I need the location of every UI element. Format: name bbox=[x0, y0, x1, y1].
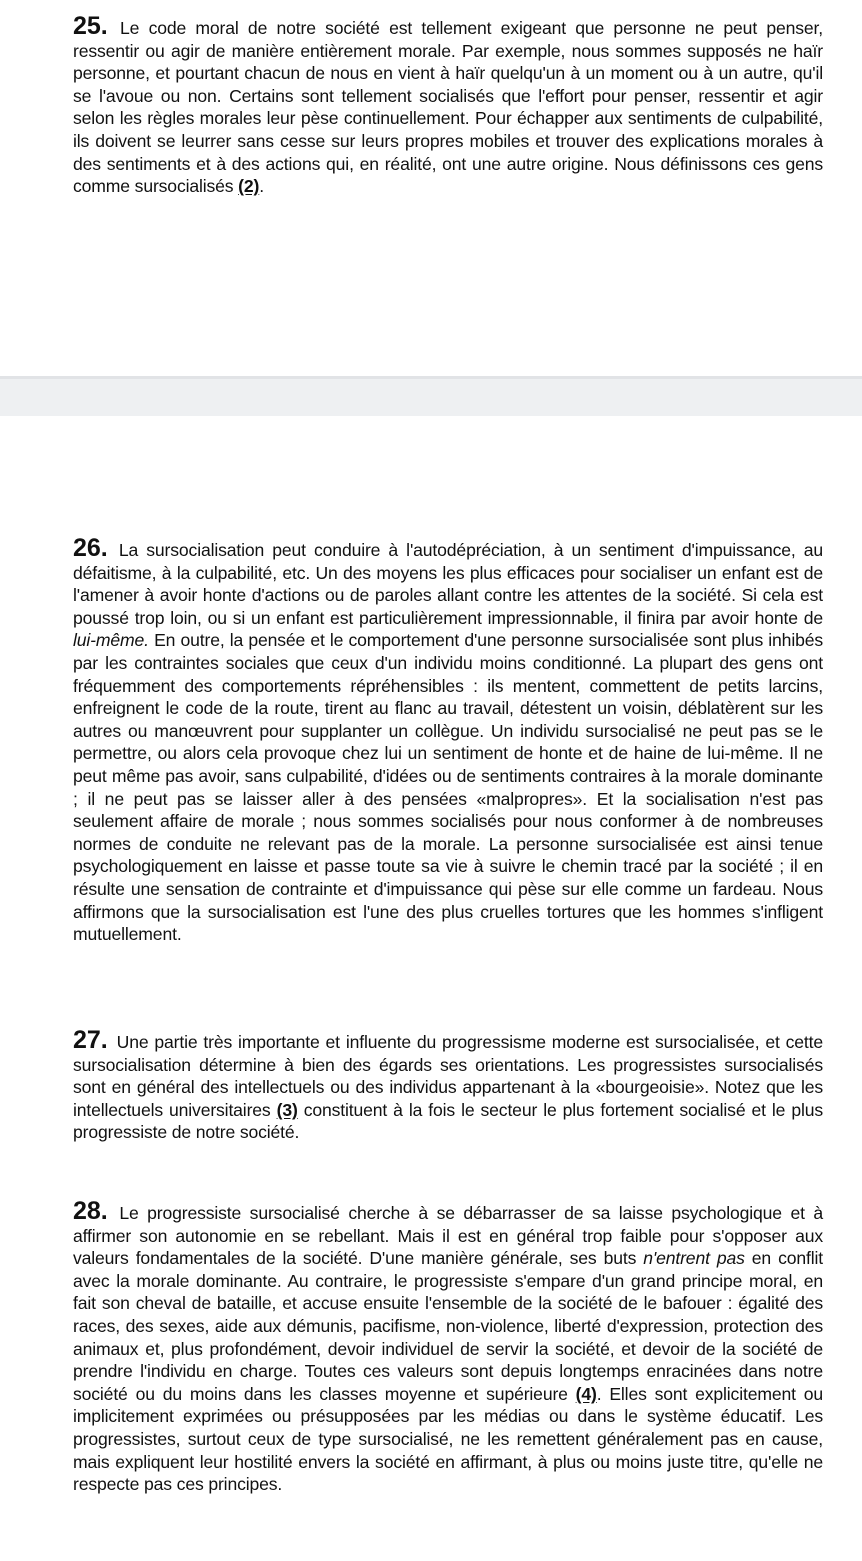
paragraph-number: 25. bbox=[73, 12, 108, 40]
document-page-top bbox=[0, 0, 862, 376]
paragraph-text: En outre, la pensée et le comportement d'une personne sursocialisée sont plus inhibés par les contraintes sociales que ceux d'un individu moins conditionné. La plupart des gens ont fréquemment des comportements répréhensibles : ils mentent, commettent de petits larcins, enfreignent le code de la route, tirent au flanc au travail, détestent un voisin, déblatèrent sur les autres ou manœuvrent pour supplanter un collègue. Un individu sursocialisé ne peut pas se le permettre, ou alors cela provoque chez lui un sentiment de honte et de haine de lui-même. Il ne peut même pas avoir, sans culpabilité, d'idées ou de sentiments contraires à la morale dominante ; il ne peut pas se laisser aller à des pensées «malpropres». Et la socialisation n'est pas seulement affaire de morale ; nous sommes socialisés pour nous conformer à de nombreuses normes de conduite ne relevant pas de la morale. La personne sursocialisée est ainsi tenue psychologiquement en laisse et passe toute sa vie à suivre le chemin tracé par la société ; il en résulte une sensation de contrainte et d'impuissance qui pèse sur elle comme un fardeau. Nous affirmons que la sursocialisation est l'une des plus cruelles tortures que les hommes s'infligent mutuellement. bbox=[73, 630, 823, 945]
footnote-reference-link[interactable]: (4) bbox=[575, 1383, 597, 1404]
emphasis-text: lui-même. bbox=[73, 630, 149, 651]
paragraph-text: Le code moral de notre société est tellement exigeant que personne ne peut penser, ressentir ou agir de manière entièrement morale. Par exemple, nous sommes supposés ne haïr personne, et pourtant chacun de nous en vient à haïr quelqu'un à un moment ou à un autre, qu'il se l'avoue ou non. Certains sont tellement socialisés que l'effort pour penser, ressentir et agir selon les règles morales leur pèse continuellement. Pour échapper aux sentiments de culpabilité, ils doivent se leurrer sans cesse sur leurs propres mobiles et trouver des explications morales à des sentiments et à des actions qui, en réalité, ont une autre origine. Nous définissons ces gens comme sursocialisés bbox=[73, 18, 823, 197]
paragraph-number: 27. bbox=[73, 1026, 108, 1054]
footnote-reference-link[interactable]: (2) bbox=[238, 176, 260, 197]
emphasis-text: n'entrent pas bbox=[643, 1248, 745, 1269]
page-separator bbox=[0, 376, 862, 419]
paragraph-text: en conflit avec la morale dominante. Au contraire, le progressiste s'empare d'un grand principe moral, en fait son cheval de bataille, et accuse ensuite l'ensemble de la société de le bafouer : égalité des races, des sexes, aide aux démunis, pacifisme, non-violence, liberté d'expression, protection des animaux et, plus profondément, devoir individuel de servir la société, et devoir de la société de prendre l'individu en charge. Toutes ces valeurs sont depuis longtemps enracinées dans notre société ou du moins dans les classes moyenne et supérieure bbox=[73, 1248, 823, 1404]
paragraph-27 bbox=[73, 1026, 824, 1144]
paragraph-text: constituent à la fois le secteur le plus fortement socialisé et le plus progressiste de notre société. bbox=[73, 1099, 824, 1143]
paragraph-text: . bbox=[259, 176, 264, 197]
footnote-reference-link[interactable]: (3) bbox=[276, 1099, 298, 1120]
paragraph-number: 26. bbox=[73, 534, 108, 562]
paragraph-28 bbox=[73, 1197, 823, 1496]
paragraph-text: Le progressiste sursocialisé cherche à se débarrasser de sa laisse psychologique et à affirmer son autonomie en se rebellant. Mais il est en général trop faible pour s'opposer aux valeurs fondamentales de la société. D'une manière générale, ses buts bbox=[73, 1203, 823, 1269]
paragraph-text: Une partie très importante et influente du progressisme moderne est sursocialisée, et cette sursocialisation détermine à bien des égards ses orientations. Les progressistes sursocialisés sont en général des intellectuels ou des individus appartenant à la «bourgeoisie». Notez que les intellectuels universitaires bbox=[73, 1032, 823, 1120]
paragraph-number: 28. bbox=[73, 1197, 108, 1225]
paragraph-25 bbox=[73, 12, 823, 198]
paragraph-text: . Elles sont explicitement ou implicitement exprimées ou présupposées par les médias ou dans le système éducatif. Les progressistes, surtout ceux de type sursocialisé, ne les remettent généralement pas en cause, mais expliquent leur hostilité envers la société en affirmant, à plus ou moins juste titre, qu'elle ne respecte pas ces principes. bbox=[73, 1383, 823, 1495]
paragraph-26 bbox=[73, 534, 823, 946]
paragraph-text: La sursocialisation peut conduire à l'autodépréciation, à un sentiment d'impuissance, au défaitisme, à la culpabilité, etc. Un des moyens les plus efficaces pour socialiser un enfant est de l'amener à avoir honte d'actions ou de paroles allant contre les attentes de la société. Si cela est poussé trop loin, ou si un enfant est particulièrement impressionnable, il finira par avoir honte de bbox=[73, 540, 823, 628]
